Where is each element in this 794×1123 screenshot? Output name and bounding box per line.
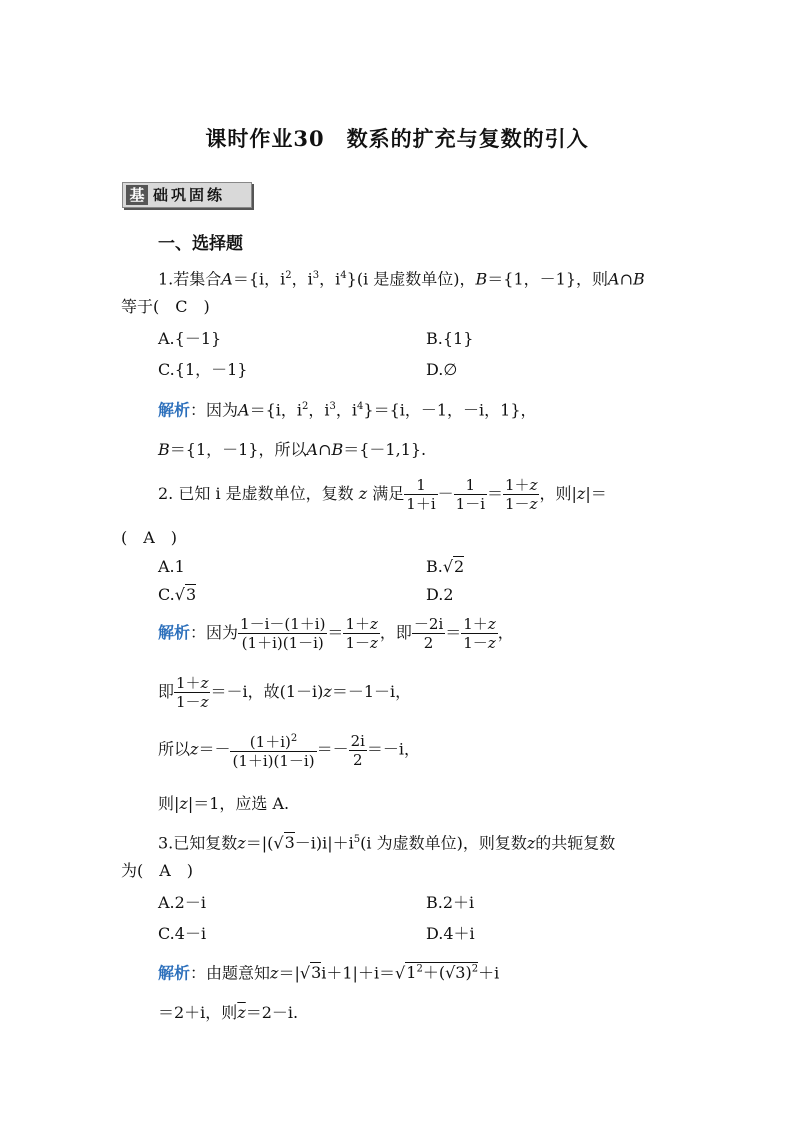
q2-option-c: C.√3 bbox=[158, 585, 197, 604]
page-title: 课时作业30 数系的扩充与复数的引入 bbox=[205, 126, 589, 151]
q3-stem: 3.已知复数$z=|(√3-i)i|+i^5(i$ 为虚数单位)，则复数z的共轭复数 bbox=[158, 833, 616, 853]
q3-option-c: C.4－i bbox=[158, 924, 207, 943]
q1-option-a: A.{－1} bbox=[158, 329, 222, 348]
badge-label: 础巩固练 bbox=[153, 186, 226, 204]
q1-stem-line2: 等于( C ) bbox=[121, 297, 210, 316]
q3-option-b: B.2＋i bbox=[426, 893, 475, 912]
q3-stem-line2: 为( A ) bbox=[121, 861, 194, 880]
q3-option-a: A.2－i bbox=[158, 893, 206, 912]
q1-stem: 1.若集合A＝{i，$i^2$，$i^3$，$i^4\}(i$ 是虚数单位)，B＝{1，－1}，则A∩B bbox=[158, 269, 645, 289]
section-heading: 一、选择题 bbox=[158, 234, 243, 254]
q1-jiexi-label: 解析 bbox=[158, 400, 191, 420]
q2-solution-line3: 所以z＝－ $\frac{(1+i)^2}{(1+i)(1-i)}$ ＝－ $\frac{2i}{2}$ ＝－i， bbox=[158, 731, 421, 770]
q2-jiexi-label: 解析 bbox=[158, 623, 191, 642]
badge-first-char: 基 bbox=[126, 185, 148, 205]
q1-solution-line2: B＝{1，－1}，所以A∩B＝{－1,1}. bbox=[158, 440, 427, 459]
q2-solution: 解析：因为 $\frac{1-i-(1+i)}{(1+i)(1-i)}$ ＝ $\frac{1+z}{1-z}$ ，即 $\frac{-2i}{2}$ ＝ $\frac{1+z}{1-z}$ ， bbox=[158, 615, 514, 652]
q1-solution: 解析：因为A＝{i，$i^2$，$i^3$，$i^4\}=\{i$，－1，－i，1}， bbox=[158, 400, 537, 420]
q3-solution: 解析：由题意知$z=|√3i+1|+i=√1^2+(√3)^2+i$ bbox=[158, 963, 500, 983]
q2-solution-line2: 即 $\frac{1+z}{1-z}$ ＝－i，故(1－i)z＝－1－i， bbox=[158, 674, 412, 711]
q1-option-d: D.∅ bbox=[426, 360, 458, 379]
q3-option-d: D.4＋i bbox=[426, 924, 475, 943]
q2-option-d: D.2 bbox=[426, 585, 454, 604]
q1-option-c: C.{1，－1} bbox=[158, 360, 248, 379]
q2-solution-line4: 则|z|＝1，应选 A. bbox=[158, 794, 290, 813]
q2-stem: 2. 已知 i 是虚数单位，复数 z 满足 $\frac{1}{1+i}$ － $\frac{1}{1-i}$ ＝ $\frac{1+z}{1-z}$ ，则|z|＝ bbox=[158, 476, 607, 513]
q1-option-b: B.{1} bbox=[426, 329, 474, 348]
q3-jiexi-label: 解析 bbox=[158, 963, 191, 983]
q3-solution-line2: ＝2＋i，则$\overline{z}=2-i$. bbox=[158, 1003, 299, 1022]
section-badge bbox=[122, 182, 252, 208]
q2-stem-line2: ( A ) bbox=[121, 528, 178, 547]
q2-option-a: A.1 bbox=[158, 557, 185, 576]
q2-option-b: B.√2 bbox=[426, 557, 465, 576]
